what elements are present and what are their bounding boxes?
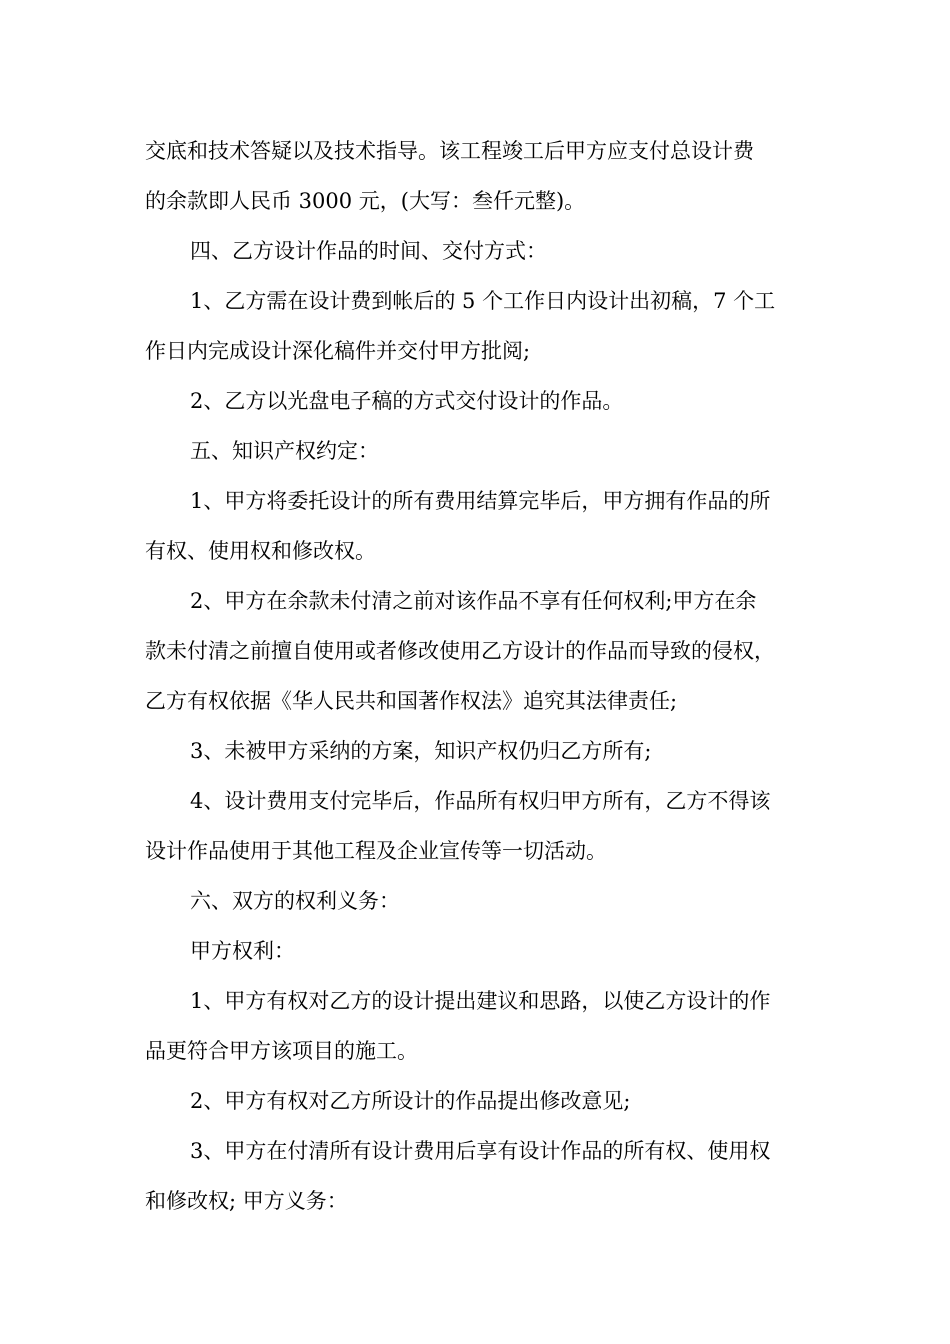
text-line: 1、甲方将委托设计的所有费用结算完毕后，甲方拥有作品的所	[190, 489, 771, 513]
text-line: 有权、使用权和修改权。	[145, 539, 376, 563]
text-line: 的余款即人民币 3000 元，(大写：叁仟元整)。	[145, 189, 586, 213]
text-line: 3、未被甲方采纳的方案，知识产权仍归乙方所有;	[190, 739, 652, 763]
text-line: 3、甲方在付清所有设计费用后享有设计作品的所有权、使用权	[190, 1139, 771, 1163]
text-line: 2、甲方有权对乙方所设计的作品提出修改意见;	[190, 1089, 631, 1113]
text-line: 和修改权; 甲方义务：	[145, 1189, 348, 1213]
subsection-heading: 甲方权利：	[190, 939, 295, 963]
section-heading: 六、双方的权利义务：	[190, 889, 400, 913]
text-line: 4、设计费用支付完毕后，作品所有权归甲方所有，乙方不得该	[190, 789, 771, 813]
text-line: 2、乙方以光盘电子稿的方式交付设计的作品。	[190, 389, 624, 413]
text-line: 作日内完成设计深化稿件并交付甲方批阅;	[145, 339, 531, 363]
text-line: 品更符合甲方该项目的施工。	[145, 1039, 418, 1063]
document-body	[145, 126, 815, 1226]
text-line: 交底和技术答疑以及技术指导。该工程竣工后甲方应支付总设计费	[145, 139, 754, 163]
text-line: 设计作品使用于其他工程及企业宣传等一切活动。	[145, 839, 607, 863]
text-line: 2、甲方在余款未付清之前对该作品不享有任何权利;甲方在余	[190, 589, 757, 613]
text-line: 1、乙方需在设计费到帐后的 5 个工作日内设计出初稿，7 个工	[190, 289, 776, 313]
text-line: 款未付清之前擅自使用或者修改使用乙方设计的作品而导致的侵权，	[145, 639, 775, 663]
text-line: 1、甲方有权对乙方的设计提出建议和思路，以使乙方设计的作	[190, 989, 771, 1013]
section-heading: 五、知识产权约定：	[190, 439, 379, 463]
text-line: 乙方有权依据《华人民共和国著作权法》追究其法律责任;	[145, 689, 678, 713]
section-heading: 四、乙方设计作品的时间、交付方式：	[190, 239, 547, 263]
